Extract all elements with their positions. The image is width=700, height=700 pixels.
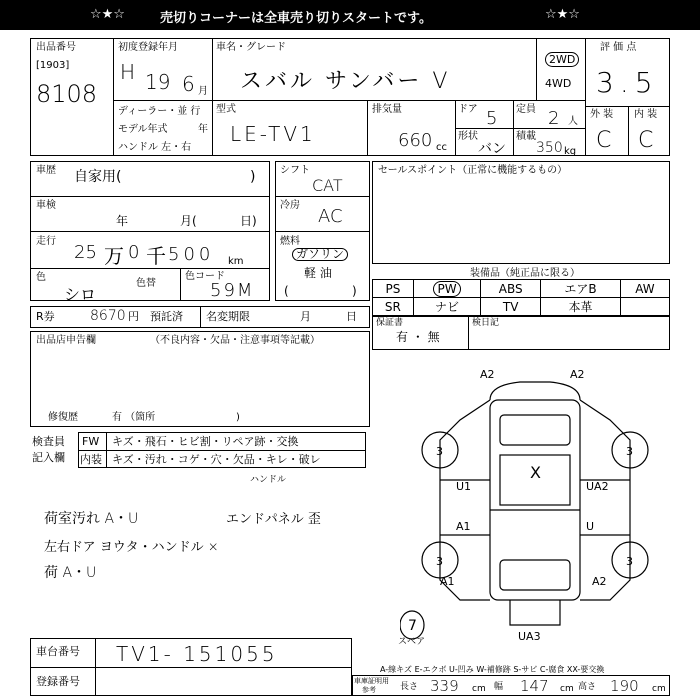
length-value: 339	[430, 677, 459, 695]
capacity-unit: 人	[568, 116, 578, 127]
inspection-month: 月(	[180, 214, 197, 228]
mark-3-rear-left: 3	[436, 555, 443, 568]
equipment-label: 装備品（純正品に限る）	[470, 268, 580, 279]
mark-a1-rear: A1	[440, 575, 455, 588]
equip-aw: AW	[620, 280, 669, 298]
vehicle-diagram	[400, 360, 670, 650]
shift-label: シフト	[280, 165, 310, 176]
mark-a2-front-left: A2	[480, 368, 495, 381]
drive-4wd: 4WD	[545, 77, 572, 90]
height-value: 190	[610, 677, 639, 695]
shape-value: バン	[478, 141, 506, 157]
recycle-unit: 円	[128, 310, 139, 323]
registration-month: 月	[300, 310, 311, 323]
load-unit: kg	[564, 146, 577, 157]
score-value: 3.5	[596, 66, 659, 99]
score-label: 評 価 点	[600, 42, 637, 53]
registration-label: 名変期限	[206, 310, 250, 323]
mark-u1: U1	[456, 480, 472, 493]
color-value: シロ	[64, 285, 97, 304]
ac-value: AC	[318, 206, 343, 227]
equip-navi: ナビ	[413, 298, 481, 316]
mark-ua3: UA3	[518, 630, 541, 643]
doors-value: 5	[486, 108, 498, 129]
exterior-value: C	[596, 128, 612, 153]
capacity-label: 定員	[516, 104, 536, 115]
ac-label: 冷房	[280, 200, 300, 211]
model-year-label: モデル年式	[118, 124, 168, 135]
fuel-paren-open: (	[284, 284, 289, 298]
color-code-value: 59M	[210, 280, 255, 301]
handle-label: ハンドル 左・右	[118, 142, 192, 153]
banner-stars-left: ☆★☆	[90, 7, 125, 22]
mark-3-front-left: 3	[436, 445, 443, 458]
load-label: 積載	[516, 131, 536, 142]
banner-stars-right: ☆★☆	[545, 7, 580, 22]
man-unit: 万	[104, 244, 124, 268]
recycle-deposit: 預託済	[150, 310, 183, 323]
receipt-label: 検日記	[472, 318, 500, 328]
height-unit: cm	[652, 684, 666, 694]
declaration-note: （不良内容・欠品・注意事項等記載）	[150, 335, 320, 346]
interior-check-label: 内装	[80, 453, 102, 466]
mark-3-rear-right: 3	[626, 555, 633, 568]
dealer-label: ディーラー・並 行	[118, 106, 201, 117]
width-label: 幅	[494, 682, 504, 692]
length-label: 長さ	[400, 682, 419, 692]
interior-label: 内 装	[634, 109, 658, 120]
km-unit: km	[228, 256, 244, 267]
displacement-value: 660	[398, 130, 433, 151]
mark-x: X	[530, 463, 541, 482]
inspector-label-1: 検査員	[32, 435, 65, 448]
doors-label: ドア	[458, 104, 478, 115]
reg-month-unit: 月	[198, 86, 208, 97]
recycle-amount: 8670	[90, 308, 126, 324]
dims-label-1: 車庫証明用	[354, 677, 389, 685]
warranty-label: 保証書	[376, 318, 404, 328]
fuel-alt: 軽 油	[304, 266, 332, 280]
fuel-value: ガソリン	[292, 248, 348, 261]
reg-year: 19	[145, 70, 171, 94]
spare-value: 7	[408, 618, 417, 634]
mark-a2-front-right: A2	[570, 368, 585, 381]
equip-airbag: エアB	[541, 280, 621, 298]
reg-month: 6	[182, 72, 195, 96]
mileage-label: 走行	[36, 236, 56, 247]
banner	[0, 0, 700, 30]
type-label: 型式	[216, 104, 236, 115]
width-unit: cm	[560, 684, 574, 694]
equip-pw: PW	[413, 280, 481, 298]
repair-close: )	[236, 412, 240, 423]
mileage-sen: 0	[128, 242, 140, 263]
equip-abs: ABS	[481, 280, 541, 298]
interior-value: C	[638, 128, 654, 153]
inspection-label: 車検	[36, 200, 56, 211]
car-name: スバル サンバー V	[240, 69, 451, 94]
mark-a1-left: A1	[456, 520, 471, 533]
registration-day: 日	[346, 310, 357, 323]
mark-ua2: UA2	[586, 480, 609, 493]
mark-a2-rear: A2	[592, 575, 607, 588]
reg-label: 初度登録年月	[118, 42, 178, 53]
height-label: 高さ	[578, 682, 597, 692]
interior-items: キズ・汚れ・コゲ・穴・欠品・キレ・破レ	[112, 453, 321, 466]
equip-leather: 本革	[541, 298, 621, 316]
mark-u-right: U	[586, 520, 595, 533]
width-value: 147	[520, 677, 549, 695]
reg-era: H	[120, 60, 136, 84]
name-label: 車名・グレード	[216, 42, 286, 53]
history-value: 自家用(	[74, 169, 122, 185]
inspection-year: 年	[116, 214, 129, 228]
history-label: 車歴	[36, 165, 56, 176]
exterior-label: 外 装	[590, 109, 614, 120]
load-value: 350	[536, 140, 563, 156]
color-label: 色	[36, 272, 46, 283]
equip-sr: SR	[373, 298, 414, 316]
history-close: )	[250, 169, 256, 185]
mileage-man: 25	[74, 242, 97, 263]
note-line-2: 左右ドア ヨウタ・ハンドル ×	[44, 540, 219, 555]
recycle-label: R券	[36, 310, 55, 323]
equip-ps: PS	[373, 280, 414, 298]
declaration-label: 出品店申告欄	[36, 335, 96, 346]
sen-unit: 千	[146, 244, 166, 268]
inspection-day: 日)	[240, 214, 257, 228]
plate-label: 登録番号	[36, 675, 80, 688]
sales-point-label: セールスポイント（正常に機能するもの）	[378, 165, 568, 176]
chassis-value: TV1- 151055	[116, 642, 278, 666]
displacement-label: 排気量	[372, 104, 402, 115]
warranty-value: 有 ・ 無	[396, 330, 440, 344]
fuel-paren-close: )	[352, 284, 357, 298]
equip-tv: TV	[481, 298, 541, 316]
repair-label: 修復歴	[48, 412, 78, 423]
sales-point-block	[372, 161, 670, 264]
color-change-label: 色替	[136, 278, 156, 289]
drive-2wd: 2WD	[545, 52, 579, 67]
handwritten-handle: ハンドル	[250, 475, 287, 485]
lot-number: 8108	[36, 80, 98, 108]
note-line-1: 荷室汚れ A・U	[44, 511, 139, 527]
chassis-label: 車台番号	[36, 645, 80, 658]
mileage-rest: 500	[168, 244, 215, 265]
length-unit: cm	[472, 684, 486, 694]
fw-label: FW	[82, 435, 100, 448]
displacement-unit: cc	[436, 142, 447, 153]
lot-label: 出品番号	[36, 42, 76, 53]
note-line-3: 荷 A・U	[44, 565, 97, 581]
inspector-label-2: 記入欄	[32, 451, 65, 464]
equip-empty	[620, 298, 669, 316]
fuel-label: 燃料	[280, 236, 300, 247]
color-code-label: 色コード	[185, 271, 225, 282]
equipment-table	[372, 279, 670, 316]
mark-3-front-right: 3	[626, 445, 633, 458]
spare-label: スペア	[398, 637, 426, 647]
lot-prefix: [1903]	[36, 60, 70, 71]
note-line-1b: エンドパネル 歪	[226, 512, 321, 527]
damage-legend: A-線キズ E-エクボ U-凹み W-補修跡 S-サビ C-腐食 XX-要交換	[380, 665, 605, 674]
fw-items: キズ・飛石・ヒビ割・リペア跡・交換	[112, 435, 299, 448]
type-value: LE-TV1	[230, 122, 316, 146]
repair-value: 有 （箇所	[112, 412, 156, 423]
model-year-unit: 年	[198, 124, 208, 135]
shift-value: CAT	[312, 176, 343, 195]
dims-label-2: 参考	[362, 686, 376, 694]
banner-text: 売切りコーナーは全車売り切りスタートです。	[160, 11, 432, 26]
shape-label: 形状	[458, 131, 478, 142]
capacity-value: 2	[548, 108, 560, 129]
